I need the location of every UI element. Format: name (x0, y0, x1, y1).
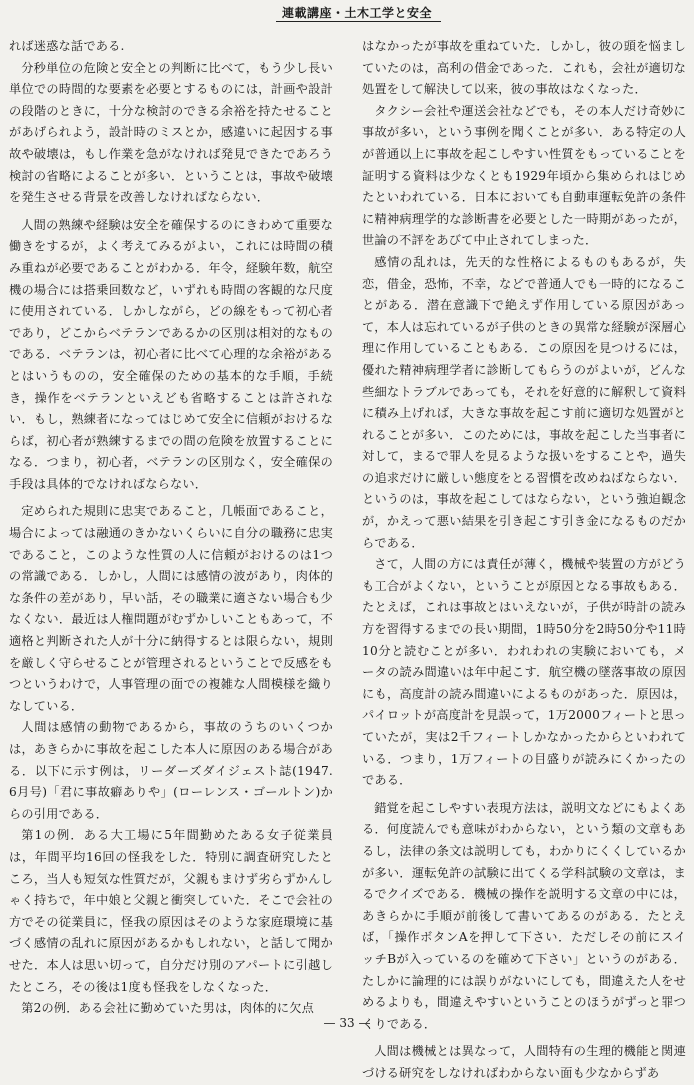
paragraph: 第2の例．ある会社に勤めていた男は，肉体的に欠点 (21, 1001, 315, 1016)
paragraph: 定められた規則に忠実であること，几帳面であること，場合によっては融通のきかないくらいに自分の職務に忠実であること，このような性質の人に信頼がおけるのは1つの常識である．しかし，人間には感情の波があり，肉体的な条件の差があり，早い話，その職業に適さない場合も少なくない．最近は人権問題がむずかしいこともあって，不適格と判断された人が十分に納得するとは限らない，規則を厳しく守らせることが管理されるということで反感をもつというわけで，人事管理の面での複雑な人間模様を織りなしている． (9, 504, 333, 713)
paragraph: タクシー会社や運送会社などでも，その本人だけ奇妙に事故が多い，という事例を聞くことが多い．ある特定の人が普通以上に事故を起こしやすい性質をもっていることを証明する資料は少なくとも1929年頃から集められはじめたといわれている．日本においても自動車運転免許の条件に精神病理学的な診断書を必要とした一時期があったが，世論の不評をあびて中止されてしまった． (362, 103, 686, 248)
paragraph: れば迷惑な話である. (9, 39, 125, 53)
right-column (362, 36, 686, 1085)
page-number: — 33 — (323, 1016, 371, 1030)
left-column (9, 36, 333, 1020)
paragraph: はなかったが事故を重ねていた．しかし，彼の頭を悩ましていたのは，高利の借金であった．これも，会社が適切な処置をして解決して以来，彼の事故はなくなった． (362, 39, 686, 97)
paragraph: さて，人間の方には責任が薄く，機械や装置の方がどうも工合がよくない，ということが原因となる事故もある．たとえば，これは事故とはいえないが，子供が時計の読み方を習得するまでの長い期間，1時50分を2時50分や11時10分と読むことが多い．われわれの実験においても，メータの読み間違いは年中起こす．航空機の墜落事故の原因にも，高度計の読み間違いによるものがあった．原因は，パイロットが高度計を見誤って，1万2000フィートと思っていたが，実は2千フィートしかなかったからといわれている．つまり，1万フィートの目盛りが読みにくかったのである． (362, 557, 686, 788)
running-header: 連載講座・土木工学と安全 (282, 6, 433, 20)
paragraph: 人間は感情の動物であるから，事故のうちのいくつかは，あきらかに事故を起こした本人に原因のある場合がある．以下に示す例は，リーダーズダイジェスト誌(1947. 6月号)「君に事故癖ありや」(ローレンス・ゴールトン)からの引用である． (9, 720, 333, 821)
paragraph: 第1の例．ある大工場に5年間勤めたある女子従業員は，年間平均16回の怪我をした．特別に調査研究したところ，当人も短気な性質だが，父親もまけず劣らずかんしゃく持ちで，年中娘と父親と衝突していた．そこで会社の方でその従業員に，怪我の原因はそのような家庭環境に基づく感情の乱れに原因があるかもしれない，と話して聞かせた．本人は思い切って，自分だけ別のアパートに引越したところ，その後は1度も怪我をしなくなった． (9, 828, 333, 994)
paragraph: 感情の乱れは，先天的な性格によるものもあるが，失恋，借金，恐怖，不幸，などで普通人でも一時的になることがある．潜在意識下で絶えず作用している原因があって，本人は忘れているが子供のときの異常な経験が深層心理に作用していることもある．この原因を見つけるには，優れた精神病理学者に診断してもらうのがよいが，どんな些細なトラブルであっても，それを好意的に解釈して資料に積み上げれば，大きな事故を起こす前に適切な処置がとれることが多い．このためには，事故を起こした当事者に対して，まるで罪人を見るような扱いをすることや，過失の追求だけに厳しい態度をとる習慣を改めねばならない．というのは，事故を起こしてはならない，という強迫観念が，かえって悪い結果を引き起こす引き金になるものだからである． (362, 254, 686, 550)
header-rule (276, 21, 441, 22)
paragraph: 人間は機械とは異なって，人間特有の生理的機能と関連づける研究をしなければわからない面も少なからずあ (362, 1044, 686, 1080)
paragraph: 人間の熟練や経験は安全を確保するのにきわめて重要な働きをするが，よく考えてみるがよい，これには時間の積み重ねが必要であることがわかる．年令，経験年数，航空機の場合には搭乗回数など，いずれも時間の客観的な尺度に使用されている．しかしながら，どの線をもって初心者であり，どこからベテランであるかの区別は相対的なものである．ベテランは，初心者に比べて心理的な余裕があるとはいうものの，安全確保のための基本的な手順，手続き，操作をベテランといえども省略することは許されない．もし，熟練者になってはじめて安全に信頼がおけるならば，初心者が熟練するまでの間の危険を放置することになる．つまり，初心者，ベテランの区別なく，安全確保の手段は具体的でなければならない． (9, 217, 333, 491)
paragraph: 分秒単位の危険と安全との判断に比べて，もう少し長い単位での時間的な要素を必要とするものには，計画や設計の段階のときに，十分な検討のできる余裕を持たせることがあげられよう，設計時のミスとか，感違いに起因する事故や破壊は，もし作業を急がなければ発見できたであろう検討の省略によることが多い．ということは，事故や破壊を発生させる背景を改善しなければならない． (9, 60, 333, 205)
paragraph: 錯覚を起こしやすい表現方法は，説明文などにもよくある．何度読んでも意味がわからない，という類の文章もあるし，法律の条文は説明しても，わかりにくくしているかが多い．運転免許の試験に出てくる学科試験の文章は，まるでクイズである．機械の操作を説明する文章の中には，あきらかに手順が前後して書いてあるのがある．たとえば，「操作ボタンAを押して下さい．ただしその前にスイッチBが入っているのを確めて下さい」というのがある．たしかに論理的には誤りがないにしても，間違えた人をせめるよりも，間違えやすいということのほうがずっと罪つくりである． (362, 800, 686, 1031)
